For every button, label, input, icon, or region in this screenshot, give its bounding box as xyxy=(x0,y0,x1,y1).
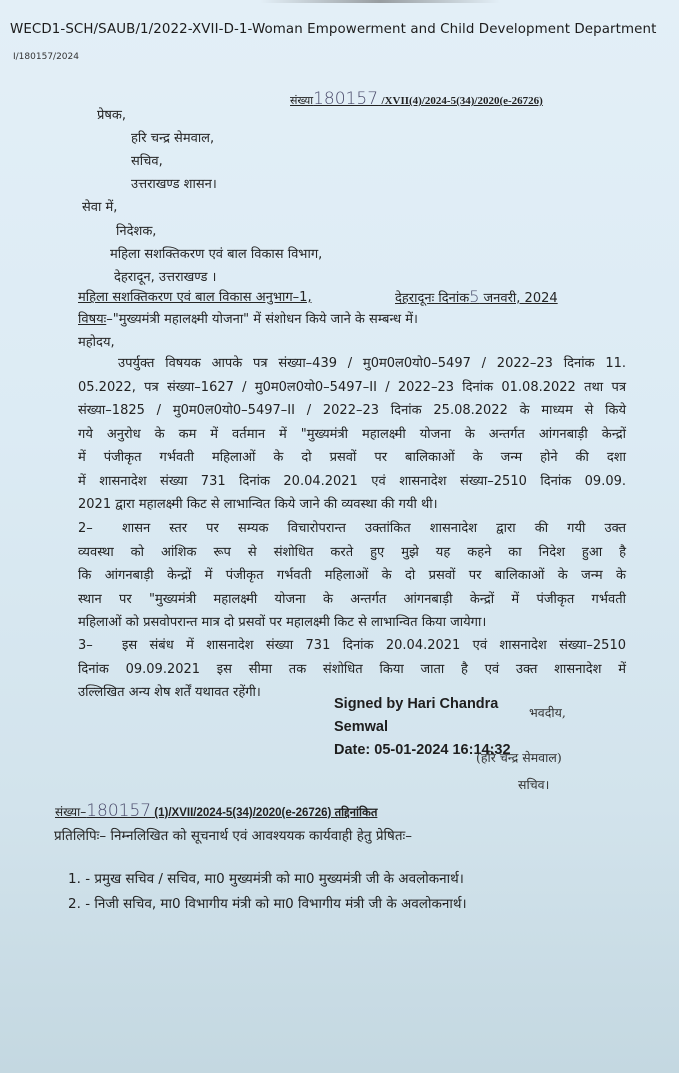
recipient-department: महिला सशक्तिकरण एवं बाल विकास विभाग, xyxy=(110,247,323,262)
letter-reference-number xyxy=(290,89,543,109)
copy-recipient-1 xyxy=(68,869,464,887)
list-number: 1. xyxy=(68,871,81,887)
copy-reference-prefix: संख्या– xyxy=(55,805,87,819)
copy-intro: प्रतिलिपिः– निम्नलिखित को सूचनार्थ एवं आवश्ययक कार्यवाही हेतु प्रेषितः– xyxy=(54,828,413,844)
reference-suffix: /XVII(4)/2024-5(34)/2020(e-26726) xyxy=(381,95,543,107)
paragraph-number: 3– xyxy=(78,638,93,653)
valediction: भवदीय, xyxy=(529,705,566,720)
subject-line xyxy=(78,309,418,327)
section-name: महिला सशक्तिकरण एवं बाल विकास अनुभाग–1, xyxy=(78,290,312,305)
closing-designation: सचिव। xyxy=(518,777,550,792)
closing-name: (हरि चन्द्र सेमवाल) xyxy=(476,750,562,765)
file-number: I/180157/2024 xyxy=(13,52,79,62)
list-number: 2. xyxy=(68,896,81,912)
copy-reference-number xyxy=(55,801,377,821)
paragraph-first-line xyxy=(78,634,626,658)
place-date xyxy=(395,287,558,306)
paragraph-line: उपर्युक्त विषयक आपके पत्र संख्या–439 / मु0म0ल0यो0–5497 / 2022–23 दिनांक 11. xyxy=(118,356,626,371)
copy-recipient-2 xyxy=(68,894,467,912)
paragraph-line: 2021 द्वारा महालक्ष्मी किट से लाभान्वित किये जाने की व्यवस्था की गयी थी। xyxy=(78,497,438,512)
paragraph-2 xyxy=(78,517,626,635)
digital-signature-line-1: Signed by Hari Chandra xyxy=(334,696,499,712)
sender-name: हरि चन्द्र सेमवाल, xyxy=(131,131,215,146)
scan-edge-shadow xyxy=(260,0,500,3)
paragraph-line: गये अनुरोध के कम में वर्तमान में "मुख्यमंत्री महालक्ष्मी योजना के अन्तर्गत आंगनबाड़ी केन्द्रों xyxy=(78,426,626,442)
paragraph-line: दिनांक 09.09.2021 इस सीमा तक संशोधित किया जाता है एवं उक्त शासनादेश में xyxy=(78,661,626,677)
sender-office: उत्तराखण्ड शासन। xyxy=(131,177,217,192)
list-text: - निजी सचिव, मा0 विभागीय मंत्री को मा0 विभागीय मंत्री जी के अवलोकनार्थ। xyxy=(85,896,467,912)
recipient-designation: निदेशक, xyxy=(116,224,157,239)
paragraph-line: कि आंगनबाड़ी केन्द्रों में पंजीकृत गर्भवती महिलाओं के दो प्रसवों पर बालिकाओं के जन्म के xyxy=(78,568,626,583)
handwritten-day: 5 xyxy=(469,287,480,306)
date-rest: जनवरी, 2024 xyxy=(479,291,558,306)
list-text: - प्रमुख सचिव / सचिव, मा0 मुख्यमंत्री को मा0 मुख्यमंत्री जी के अवलोकनार्थ। xyxy=(85,871,464,887)
handwritten-reference-number: 180157 xyxy=(313,89,379,109)
paragraph-line: में पंजीकृत गर्भवती महिलाओं के दो प्रसवों पर बालिकाओं के जन्म होने की दशा xyxy=(78,450,626,465)
salutation: महोदय, xyxy=(78,335,115,350)
digital-signature-date: Date: 05-01-2024 16:14:32 xyxy=(334,742,511,758)
paragraph-line: 05.2022, पत्र संख्या–1627 / मु0म0ल0यो0–5497–II / 2022–23 दिनांक 01.08.2022 तथा पत्र xyxy=(78,379,626,395)
reference-prefix: संख्या xyxy=(290,94,314,107)
paragraph-line: स्थान पर "मुख्यमंत्री महालक्ष्मी योजना के अन्तर्गत आंगनबाड़ी केन्द्रों में पंजीकृत गर्भवती xyxy=(78,591,626,607)
recipient-location: देहरादून, उत्तराखण्ड । xyxy=(114,270,217,285)
copy-reference-suffix: (1)/XVII/2024-5(34)/2020(e-26726) तद्दिनांकित xyxy=(151,807,378,819)
sender-designation: सचिव, xyxy=(131,154,163,169)
document-header-line: WECD1-SCH/SAUB/1/2022-XVII-D-1-Woman Empowerment and Child Development Department xyxy=(10,22,657,37)
paragraph-line: में शासनादेश संख्या 731 दिनांक 20.04.2021 एवं शासनादेश संख्या–2510 दिनांक 09.09. xyxy=(78,473,626,489)
paragraph-line: इस संबंध में शासनादेश संख्या 731 दिनांक 20.04.2021 एवं शासनादेश संख्या–2510 xyxy=(122,638,626,653)
paragraph-first-line xyxy=(78,517,626,541)
subject-text: –"मुख्यमंत्री महालक्ष्मी योजना" में संशोधन किये जाने के सम्बन्ध में। xyxy=(106,312,418,327)
subject-label: विषयः xyxy=(78,312,107,327)
paragraph-number: 2– xyxy=(78,521,93,536)
paragraph-line: संख्या–1825 / मु0म0ल0यो0–5497–II / 2022–23 दिनांक 25.08.2022 के माध्यम से किये xyxy=(78,403,626,418)
paragraph-line: व्यवस्था को आंशिक रूप से संशोधित करते हुए मुझे यह कहने का निदेश हुआ है xyxy=(78,544,626,560)
paragraph-line: शासन स्तर पर सम्यक विचारोपरान्त उक्तांकित शासनादेश द्वारा की गयी उक्त xyxy=(122,521,626,536)
paragraph-line: उल्लिखित अन्य शेष शर्तें यथावत रहेंगी। xyxy=(78,685,261,700)
copy-handwritten-number: 180157 xyxy=(86,801,152,821)
recipient-label: सेवा में, xyxy=(82,200,118,215)
paragraph-line: महिलाओं को प्रसवोपरान्त मात्र दो प्रसवों पर महालक्ष्मी किट से लाभान्वित किया जायेगा। xyxy=(78,615,487,630)
date-prefix: देहरादूनः दिनांक xyxy=(395,291,470,306)
digital-signature-line-2: Semwal xyxy=(334,719,388,735)
sender-label: प्रेषक, xyxy=(97,108,127,123)
paragraph-1 xyxy=(78,352,626,517)
paragraph-3 xyxy=(78,634,626,705)
